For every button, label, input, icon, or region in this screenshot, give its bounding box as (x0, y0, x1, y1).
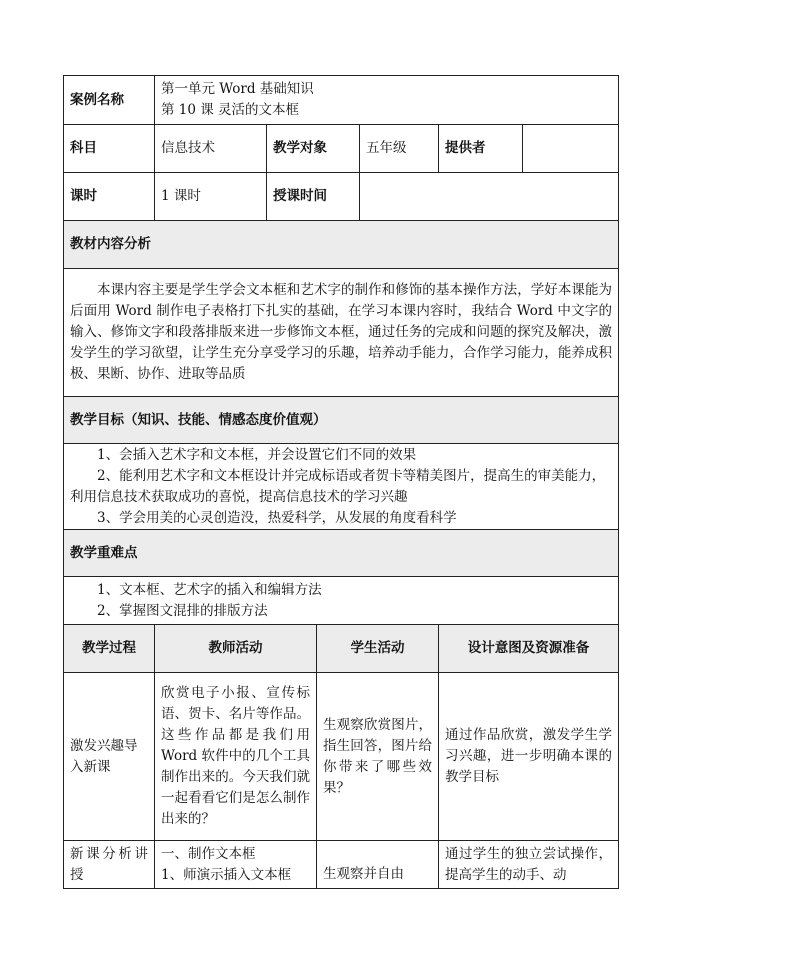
provider-value (523, 125, 619, 173)
goal-item: 3、学会用美的心灵创造没，热爱科学，从发展的角度看科学 (97, 509, 457, 526)
time-value (360, 173, 619, 221)
process-student-cell: 生观察欣赏图片，指生回答，图片给你带来了哪些效果？ (317, 673, 439, 841)
process-intent-cell: 通过学生的独立尝试操作，提高学生的动手、动 (439, 841, 619, 889)
goals-list (64, 444, 619, 530)
process-header-stage: 教学过程 (64, 625, 155, 673)
target-label: 教学对象 (267, 125, 360, 173)
keypoint-item: 2、掌握图文混排的排版方法 (97, 602, 268, 619)
analysis-heading: 教材内容分析 (64, 221, 619, 269)
target-value: 五年级 (360, 125, 439, 173)
process-teacher-cell: 欣赏电子小报、宣传标语、贺卡、名片等作品。这些作品都是我们用 Word 软件中的几个工具制作出来的。今天我们就一起看看它们是怎么制作出来的？ (155, 673, 317, 841)
case-name-line1: 第一单元 Word 基础知识 (161, 81, 314, 97)
time-label: 授课时间 (267, 173, 360, 221)
keypoint-item: 1、文本框、艺术字的插入和编辑方法 (97, 581, 322, 598)
analysis-text: 本课内容主要是学生学会文本框和艺术字的制作和修饰的基本操作方法，学好本课能为后面用 Word 制作电子表格打下扎实的基础，在学习本课内容时，我结合 Word 中文字的输入、修饰文字和段落排版来进一步修饰文本框，通过任务的完成和问题的探究及解决，激发学生的学习欲望，让学生充分享受学习的乐趣，培养动手能力，合作学习能力，能养成积极、果断、协作、进取等品质 (64, 269, 619, 397)
teacher-line: 1、师演示插入文本框 (161, 866, 292, 883)
hours-value: 1 课时 (155, 173, 267, 221)
process-stage-cell: 激发兴趣导入新课 (64, 673, 155, 841)
lesson-plan-table (63, 75, 619, 889)
lesson-plan-document (63, 75, 618, 889)
process-teacher-cell (155, 841, 317, 889)
subject-label: 科目 (64, 125, 155, 173)
process-intent-cell: 通过作品欣赏，激发学生学习兴趣，进一步明确本课的教学目标 (439, 673, 619, 841)
case-name-label: 案例名称 (64, 76, 155, 125)
keypoints-list (64, 577, 619, 625)
case-name-value (155, 76, 619, 125)
process-header-student: 学生活动 (317, 625, 439, 673)
process-header-intent: 设计意图及资源准备 (439, 625, 619, 673)
goal-item: 1、会插入艺术字和文本框，并会设置它们不同的效果 (97, 446, 417, 463)
case-name-line2: 第 10 课 灵活的文本框 (161, 102, 300, 118)
process-student-cell: 生观察并自由 (317, 841, 439, 889)
process-stage-cell: 新课分析讲授 (64, 841, 155, 889)
hours-label: 课时 (64, 173, 155, 221)
process-header-teacher: 教师活动 (155, 625, 317, 673)
provider-label: 提供者 (439, 125, 523, 173)
goal-item: 2、能利用艺术字和文本框设计并完成标语或者贺卡等精美图片，提高生的审美能力，利用信息技术获取成功的喜悦，提高信息技术的学习兴趣 (70, 467, 606, 505)
goals-heading: 教学目标（知识、技能、情感态度价值观） (64, 397, 619, 444)
teacher-line: 一、制作文本框 (161, 845, 256, 862)
subject-value: 信息技术 (155, 125, 267, 173)
keypoints-heading: 教学重难点 (64, 530, 619, 577)
